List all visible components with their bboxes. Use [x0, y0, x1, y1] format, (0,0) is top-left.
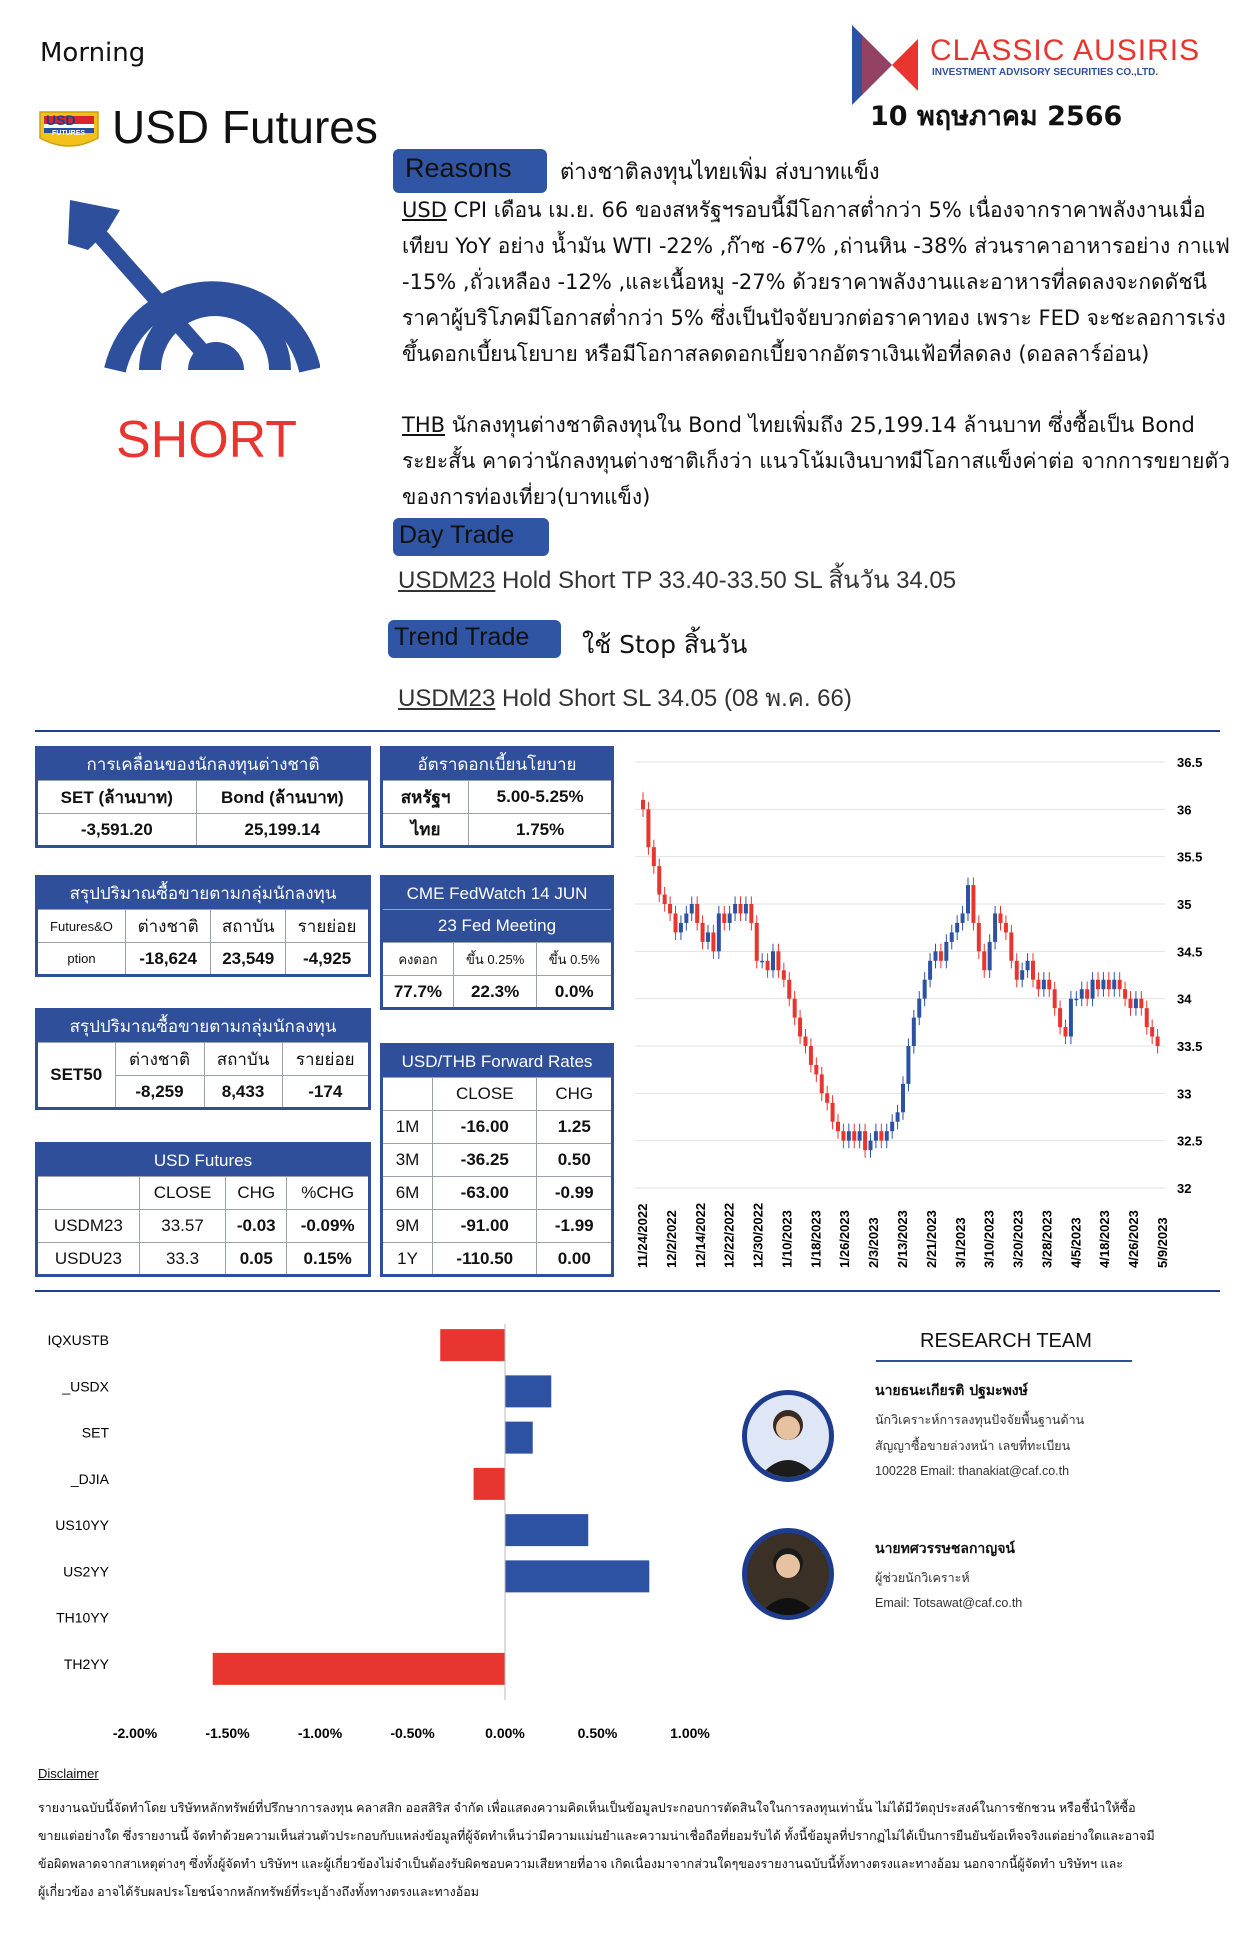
divider-bottom	[35, 1290, 1220, 1292]
bar	[505, 1422, 533, 1454]
candle-body	[782, 970, 786, 979]
set50-h1: ต่างชาติ	[115, 1043, 204, 1076]
usd-futures-close: 33.3	[139, 1243, 225, 1276]
futures-flow-row-label-1: Futures&O	[37, 910, 126, 943]
category-label: _USDX	[62, 1378, 109, 1395]
forward-rates-table	[380, 1043, 614, 1277]
forward-close: -36.25	[433, 1144, 537, 1177]
bar	[505, 1375, 551, 1407]
candle-body	[760, 961, 764, 963]
usd-futures-pct: -0.09%	[287, 1210, 370, 1243]
candle-body	[1047, 980, 1051, 989]
usd-futures-h3: %CHG	[287, 1177, 370, 1210]
candle-body	[1118, 980, 1122, 989]
candle-body	[1015, 961, 1019, 980]
candle-body	[1020, 970, 1024, 979]
category-label: TH2YY	[63, 1655, 109, 1672]
usd-futures-pct: 0.15%	[287, 1243, 370, 1276]
usd-futures-h1: CLOSE	[139, 1177, 225, 1210]
candle-body	[934, 951, 938, 960]
research-team-underline	[876, 1360, 1132, 1362]
x-tick-label: 3/1/2023	[952, 1217, 968, 1268]
forward-tenor: 3M	[382, 1144, 433, 1177]
trend-trade-symbol: USDM23	[398, 685, 496, 712]
x-tick-label: 1.00%	[670, 1725, 710, 1741]
candle-body	[1058, 1008, 1062, 1027]
usd-futures-table	[35, 1142, 371, 1277]
bar	[505, 1514, 588, 1546]
candle-body	[668, 904, 672, 913]
category-label: SET	[81, 1424, 109, 1441]
candle-body	[804, 1037, 808, 1046]
y-tick-label: 33	[1177, 1086, 1192, 1102]
reason-thb-paragraph	[402, 407, 1242, 515]
usd-futures-title: USD Futures	[37, 1144, 370, 1177]
futures-flow-v2: 23,549	[211, 943, 286, 976]
x-tick-label: 1/26/2023	[837, 1210, 853, 1268]
candle-body	[674, 913, 678, 932]
usd-logo-sub: FUTURES	[52, 130, 86, 137]
candle-body	[1096, 980, 1100, 989]
candle-body	[1123, 989, 1127, 998]
futures-flow-h3: รายย่อย	[286, 910, 370, 943]
usd-logo-text: USD	[46, 112, 76, 128]
candle-body	[771, 951, 775, 970]
candle-body	[977, 923, 981, 951]
candle-body	[1053, 989, 1057, 1008]
candle-body	[1004, 923, 1008, 932]
usd-text: CPI เดือน เม.ย. 66 ของสหรัฐฯรอบนี้มีโอกาสต่ำกว่า 5% เนื่องจากราคาพลังงานเมื่อเทียบ YoY อย่าง น้ำมัน WTI -22% ,ก๊าซ -67% ,ถ่านหิน -38% ส่วนราคาอาหารอย่าง กาแฟ -15% ,ถั่วเหลือง -12% ,และเนื้อหมู -27% ด้วยราคาพลังงานและอาหารที่ลดลงจะกดดัชนีราคาผู้บริโภคมีโอกาสต่ำกว่า 5% ซึ่งเป็นปัจจัยบวกต่อราคาทอง เพราะ FED จะชะลอการเร่งขึ้นดอกเบี้ยนโยบาย หรือมีโอกาสลดดอกเบี้ยจากอัตราเงินเฟ้อที่ลดลง (ดอลลาร์อ่อน)	[402, 198, 1230, 366]
candle-body	[841, 1131, 845, 1140]
trend-trade-text: Hold Short SL 34.05 (08 พ.ค. 66)	[495, 685, 852, 712]
usd-futures-h2: CHG	[226, 1177, 287, 1210]
table-row	[382, 1243, 613, 1276]
candle-body	[852, 1131, 856, 1140]
usd-futures-sym: USDU23	[37, 1243, 140, 1276]
forward-chg: -1.99	[537, 1210, 613, 1243]
candle-body	[1101, 980, 1105, 989]
disclaimer-line: รายงานฉบับนี้จัดทำโดย บริษัทหลักทรัพย์ที่ปรึกษาการลงทุน คลาสสิก ออสสิริส จำกัด เพื่อแสดงความคิดเห็นเป็นข้อมูลประกอบการตัดสินใจในการลงทุนเท่านั้น ไม่ได้มีวัตถุประสงค์ในการชักชวน หรือชี้นำให้ซื้อ	[38, 1801, 1136, 1815]
foreign-flow-col2: Bond (ล้านบาท)	[196, 781, 369, 814]
candle-body	[744, 904, 748, 913]
trend-trade-line	[398, 678, 852, 717]
table-row	[382, 1111, 613, 1144]
forward-h2: CHG	[537, 1078, 613, 1111]
avatar	[742, 1390, 834, 1482]
candle-body	[657, 866, 661, 894]
candle-body	[820, 1074, 824, 1093]
report-date: 10 พฤษภาคม 2566	[870, 101, 1123, 132]
candle-body	[690, 904, 694, 913]
candle-body	[739, 904, 743, 913]
candle-body	[1080, 989, 1084, 998]
candle-body	[1064, 1027, 1068, 1036]
futures-flow-v3: -4,925	[286, 943, 370, 976]
divider-top	[35, 730, 1220, 732]
foreign-flow-table	[35, 746, 371, 848]
reasons-headline: ต่างชาติลงทุนไทยเพิ่ม ส่งบาทแข็ง	[560, 160, 880, 185]
brand-name: CLASSIC AUSIRIS	[930, 34, 1201, 67]
y-tick-label: 32	[1177, 1181, 1192, 1196]
candle-body	[766, 961, 770, 970]
candle-body	[749, 904, 753, 923]
set50-flow-title: สรุปปริมาณซื้อขายตามกลุ่มนักลงทุน	[37, 1010, 370, 1043]
candle-body	[879, 1131, 883, 1140]
futures-flow-row-label-2: ption	[37, 943, 126, 976]
disclaimer-title: Disclaimer	[38, 1766, 99, 1781]
fedwatch-table	[380, 875, 614, 1010]
candle-body	[1026, 961, 1030, 970]
trend-trade-label: Trend Trade	[388, 620, 561, 658]
candle-body	[755, 923, 759, 961]
candle-body	[836, 1122, 840, 1131]
policy-th-label: ไทย	[382, 814, 469, 847]
futures-flow-title: สรุปปริมาณซื้อขายตามกลุ่มนักลงทุน	[37, 877, 370, 910]
set50-row-label: SET50	[37, 1043, 116, 1109]
candle-body	[733, 904, 737, 913]
candle-body	[1085, 989, 1089, 998]
x-tick-label: 12/22/2022	[721, 1202, 737, 1268]
reasons-label: Reasons	[393, 149, 547, 193]
candle-body	[863, 1131, 867, 1150]
candle-body	[776, 951, 780, 970]
bar	[213, 1653, 505, 1685]
y-tick-label: 34	[1177, 991, 1192, 1007]
fedwatch-title-2: 23 Fed Meeting	[382, 910, 613, 943]
analyst-2-role: ผู้ช่วยนักวิเคราะห์	[875, 1570, 970, 1585]
candle-body	[695, 904, 699, 923]
fedwatch-h1: คงดอก	[382, 943, 454, 976]
thb-text: นักลงทุนต่างชาติลงทุนใน Bond ไทยเพิ่มถึง 25,199.14 ล้านบาท ซึ่งซื้อเป็น Bond ระยะสั้น คาดว่านักลงทุนต่างชาติเก็งว่า แนวโน้มเงินบาทมีโอกาสแข็งค่าต่อ จากการขยายตัวของการท่องเที่ยว(บาทแข็ง)	[402, 413, 1230, 509]
usd-futures-close: 33.57	[139, 1210, 225, 1243]
candle-body	[858, 1131, 862, 1140]
candle-body	[1145, 1008, 1149, 1027]
x-tick-label: 4/18/2023	[1097, 1210, 1113, 1268]
analyst-1-email: 100228 Email: thanakiat@caf.co.th	[875, 1464, 1070, 1478]
category-label: _DJIA	[70, 1470, 109, 1487]
x-tick-label: 4/26/2023	[1126, 1210, 1142, 1268]
candle-body	[679, 923, 683, 932]
candle-body	[1074, 999, 1078, 1001]
foreign-flow-v1: -3,591.20	[37, 814, 197, 847]
research-team-title: RESEARCH TEAM	[920, 1330, 1092, 1352]
usd-tag: USD	[402, 198, 447, 222]
foreign-flow-title: การเคลื่อนของนักลงทุนต่างชาติ	[37, 748, 370, 781]
usd-futures-chg: -0.03	[226, 1210, 287, 1243]
disclaimer-line: ขายแต่อย่างใด ซึ่งรายงานนี้ จัดทำด้วยความเห็นส่วนตัวประกอบกับแหล่งข้อมูลที่ผู้จัดทำเห็นว่ามีความแม่นยำและความน่าเชื่อถือที่ยอมรับได้ ทั้งนี้ข้อมูลที่ปรากฏไม่ได้เป็นการยืนยันข้อเท็จจริงแต่อย่างใดและอาจมี	[38, 1829, 1155, 1843]
target-icon	[60, 200, 320, 400]
candle-body	[1042, 980, 1046, 989]
y-tick-label: 35.5	[1177, 849, 1203, 865]
day-trade-label: Day Trade	[393, 518, 549, 556]
day-trade-text: Hold Short TP 33.40-33.50 SL สิ้นวัน 34.05	[495, 567, 957, 594]
candle-body	[1107, 980, 1111, 989]
set50-v1: -8,259	[115, 1076, 204, 1109]
y-tick-label: 35	[1177, 897, 1192, 912]
x-tick-label: -2.00%	[112, 1725, 158, 1741]
candle-body	[955, 923, 959, 932]
y-tick-label: 33.5	[1177, 1039, 1203, 1054]
candle-body	[787, 980, 791, 999]
candle-body	[917, 999, 921, 1018]
x-tick-label: 5/9/2023	[1155, 1217, 1170, 1268]
forward-close: -91.00	[433, 1210, 537, 1243]
usd-futures-chg: 0.05	[226, 1243, 287, 1276]
candle-body	[1156, 1037, 1160, 1046]
x-tick-label: 12/30/2022	[750, 1202, 766, 1268]
x-tick-label: 11/24/2022	[635, 1203, 650, 1268]
table-row	[382, 1177, 613, 1210]
forward-chg: -0.99	[537, 1177, 613, 1210]
candle-body	[717, 913, 721, 951]
candle-body	[728, 913, 732, 922]
candle-body	[906, 1046, 910, 1084]
analyst-1-role: นักวิเคราะห์การลงทุนปัจจัยพื้นฐานด้าน	[875, 1412, 1085, 1427]
candle-body	[1036, 980, 1040, 989]
policy-rate-title: อัตราดอกเบี้ยนโยบาย	[382, 748, 613, 781]
bar	[474, 1468, 505, 1500]
forward-chg: 1.25	[537, 1111, 613, 1144]
forward-title: USD/THB Forward Rates	[382, 1045, 613, 1078]
usd-futures-h0	[37, 1177, 140, 1210]
fedwatch-v3: 0.0%	[537, 976, 613, 1009]
table-row	[382, 1210, 613, 1243]
thb-tag: THB	[402, 413, 446, 437]
forward-tenor: 6M	[382, 1177, 433, 1210]
y-tick-label: 36.5	[1177, 755, 1203, 770]
x-tick-label: 12/2/2022	[663, 1210, 679, 1268]
x-tick-label: 3/20/2023	[1010, 1210, 1026, 1268]
analyst-2-email: Email: Totsawat@caf.co.th	[875, 1596, 1023, 1610]
x-tick-label: 3/28/2023	[1039, 1210, 1055, 1268]
candle-body	[847, 1131, 851, 1140]
candle-body	[961, 913, 965, 922]
x-tick-label: 0.50%	[577, 1725, 618, 1741]
candle-body	[1091, 980, 1095, 999]
candle-body	[971, 885, 975, 923]
candle-body	[950, 932, 954, 941]
x-tick-label: 1/18/2023	[808, 1210, 824, 1268]
forward-close: -16.00	[433, 1111, 537, 1144]
brand-subtitle: INVESTMENT ADVISORY SECURITIES CO.,LTD.	[932, 67, 1159, 78]
forward-tenor: 1Y	[382, 1243, 433, 1276]
fedwatch-v2: 22.3%	[453, 976, 537, 1009]
signal-text: SHORT	[116, 411, 298, 469]
classic-ausiris-logo	[852, 25, 918, 105]
x-tick-label: 2/3/2023	[866, 1217, 882, 1268]
candle-body	[798, 1018, 802, 1037]
candle-body	[1139, 999, 1143, 1008]
x-tick-label: 0.00%	[485, 1725, 525, 1741]
set50-v2: 8,433	[204, 1076, 282, 1109]
page-title: USD Futures	[112, 101, 378, 153]
futures-flow-h1: ต่างชาติ	[125, 910, 210, 943]
forward-close: -110.50	[433, 1243, 537, 1276]
forward-h0	[382, 1078, 433, 1111]
trend-trade-note: ใช้ Stop สิ้นวัน	[582, 630, 748, 659]
y-tick-label: 34.5	[1177, 944, 1203, 960]
fedwatch-h3: ขึ้น 0.5%	[537, 943, 613, 976]
candle-body	[814, 1065, 818, 1074]
usd-futures-sym: USDM23	[37, 1210, 140, 1243]
candle-body	[939, 951, 943, 960]
usd-futures-price-chart	[630, 748, 1220, 1268]
candle-body	[711, 932, 715, 951]
candle-body	[928, 961, 932, 980]
candle-body	[701, 923, 705, 942]
usd-futures-logo	[36, 108, 102, 152]
morning-label: Morning	[40, 38, 146, 68]
disclaimer-line: ผู้เกี่ยวข้อง อาจได้รับผลประโยชน์จากหลักทรัพย์ที่ระบุอ้างถึงทั้งทางตรงและทางอ้อม	[38, 1885, 479, 1899]
policy-us-value: 5.00-5.25%	[469, 781, 613, 814]
fedwatch-h2: ขึ้น 0.25%	[453, 943, 537, 976]
candle-body	[831, 1103, 835, 1122]
set50-h3: รายย่อย	[282, 1043, 369, 1076]
candle-body	[722, 913, 726, 922]
candle-body	[652, 847, 656, 866]
disclaimer-text	[38, 1794, 1223, 1906]
set50-flow-table	[35, 1008, 371, 1110]
market-change-bar-chart	[35, 1310, 725, 1750]
forward-chg: 0.50	[537, 1144, 613, 1177]
category-label: TH10YY	[56, 1609, 109, 1626]
candle-body	[825, 1093, 829, 1102]
table-row	[37, 1210, 370, 1243]
policy-th-value: 1.75%	[469, 814, 613, 847]
candle-body	[1069, 999, 1073, 1037]
foreign-flow-v2: 25,199.14	[196, 814, 369, 847]
bar	[505, 1560, 649, 1592]
foreign-flow-col1: SET (ล้านบาท)	[37, 781, 197, 814]
candle-body	[1112, 980, 1116, 989]
table-row	[382, 1144, 613, 1177]
x-tick-label: 3/10/2023	[981, 1210, 997, 1268]
x-tick-label: 2/21/2023	[923, 1210, 939, 1268]
x-tick-label: 2/13/2023	[895, 1210, 910, 1268]
candle-body	[923, 980, 927, 999]
candle-body	[988, 942, 992, 970]
futures-flow-h2: สถาบัน	[211, 910, 286, 943]
candle-body	[1150, 1027, 1154, 1036]
category-label: US2YY	[63, 1563, 109, 1580]
bar	[440, 1329, 505, 1361]
table-row	[37, 1243, 370, 1276]
candle-body	[793, 999, 797, 1018]
policy-rate-table	[380, 746, 614, 848]
candle-body	[993, 913, 997, 941]
candle-body	[896, 1112, 900, 1121]
x-tick-label: 4/5/2023	[1068, 1217, 1084, 1268]
candle-body	[912, 1018, 916, 1046]
candle-body	[944, 942, 948, 961]
fedwatch-title-1: CME FedWatch 14 JUN	[382, 877, 613, 910]
candle-body	[1031, 961, 1035, 980]
candle-body	[663, 895, 667, 904]
futures-flow-table	[35, 875, 371, 977]
candle-body	[646, 809, 650, 847]
day-trade-symbol: USDM23	[398, 567, 496, 594]
x-tick-label: -1.50%	[205, 1725, 250, 1741]
x-tick-label: -1.00%	[297, 1725, 343, 1741]
forward-close: -63.00	[433, 1177, 537, 1210]
policy-us-label: สหรัฐฯ	[382, 781, 469, 814]
reason-usd-paragraph	[402, 192, 1242, 372]
candle-body	[1134, 999, 1138, 1008]
x-tick-label: 1/10/2023	[779, 1210, 795, 1268]
candle-body	[999, 913, 1003, 922]
forward-tenor: 1M	[382, 1111, 433, 1144]
analyst-1-name: นายธนะเกียรติ ปฐมะพงษ์	[875, 1383, 1028, 1399]
analyst-1-role-2: สัญญาซื้อขายล่วงหน้า เลขที่ทะเบียน	[875, 1438, 1071, 1453]
candle-body	[874, 1131, 878, 1140]
candle-body	[982, 951, 986, 970]
futures-flow-v1: -18,624	[125, 943, 210, 976]
candle-body	[706, 932, 710, 941]
y-tick-label: 32.5	[1177, 1133, 1203, 1149]
day-trade-line	[398, 560, 956, 599]
disclaimer-line: ข้อผิดพลาดจากสาเหตุต่างๆ ซึ่งทั้งผู้จัดทำ บริษัทฯ และผู้เกี่ยวข้องไม่จำเป็นต้องรับผิดชอบความเสียหายที่อาจ เกิดเนื่องมาจากส่วนใดๆของรายงานฉบับนี้ทั้งทางตรงและทางอ้อม นอกจากนี้ผู้จัดทำ บริษัทฯ และ	[38, 1857, 1123, 1871]
forward-chg: 0.00	[537, 1243, 613, 1276]
candle-body	[901, 1084, 905, 1112]
x-tick-label: -0.50%	[390, 1725, 435, 1741]
candle-body	[966, 885, 970, 913]
candle-body	[1129, 999, 1133, 1008]
avatar	[742, 1528, 834, 1620]
category-label: IQXUSTB	[47, 1332, 109, 1349]
forward-tenor: 9M	[382, 1210, 433, 1243]
candle-body	[641, 800, 645, 809]
forward-h1: CLOSE	[433, 1078, 537, 1111]
candle-body	[809, 1046, 813, 1065]
candle-body	[890, 1122, 894, 1131]
set50-h2: สถาบัน	[204, 1043, 282, 1076]
y-tick-label: 36	[1177, 802, 1192, 818]
category-label: US10YY	[55, 1517, 109, 1534]
candle-body	[869, 1141, 873, 1150]
analyst-2-name: นายทศวรรษชลกาญจน์	[875, 1541, 1015, 1557]
x-tick-label: 12/14/2022	[692, 1202, 708, 1268]
fedwatch-v1: 77.7%	[382, 976, 454, 1009]
candle-body	[885, 1131, 889, 1140]
set50-v3: -174	[282, 1076, 369, 1109]
candle-body	[1009, 932, 1013, 960]
candle-body	[684, 913, 688, 922]
